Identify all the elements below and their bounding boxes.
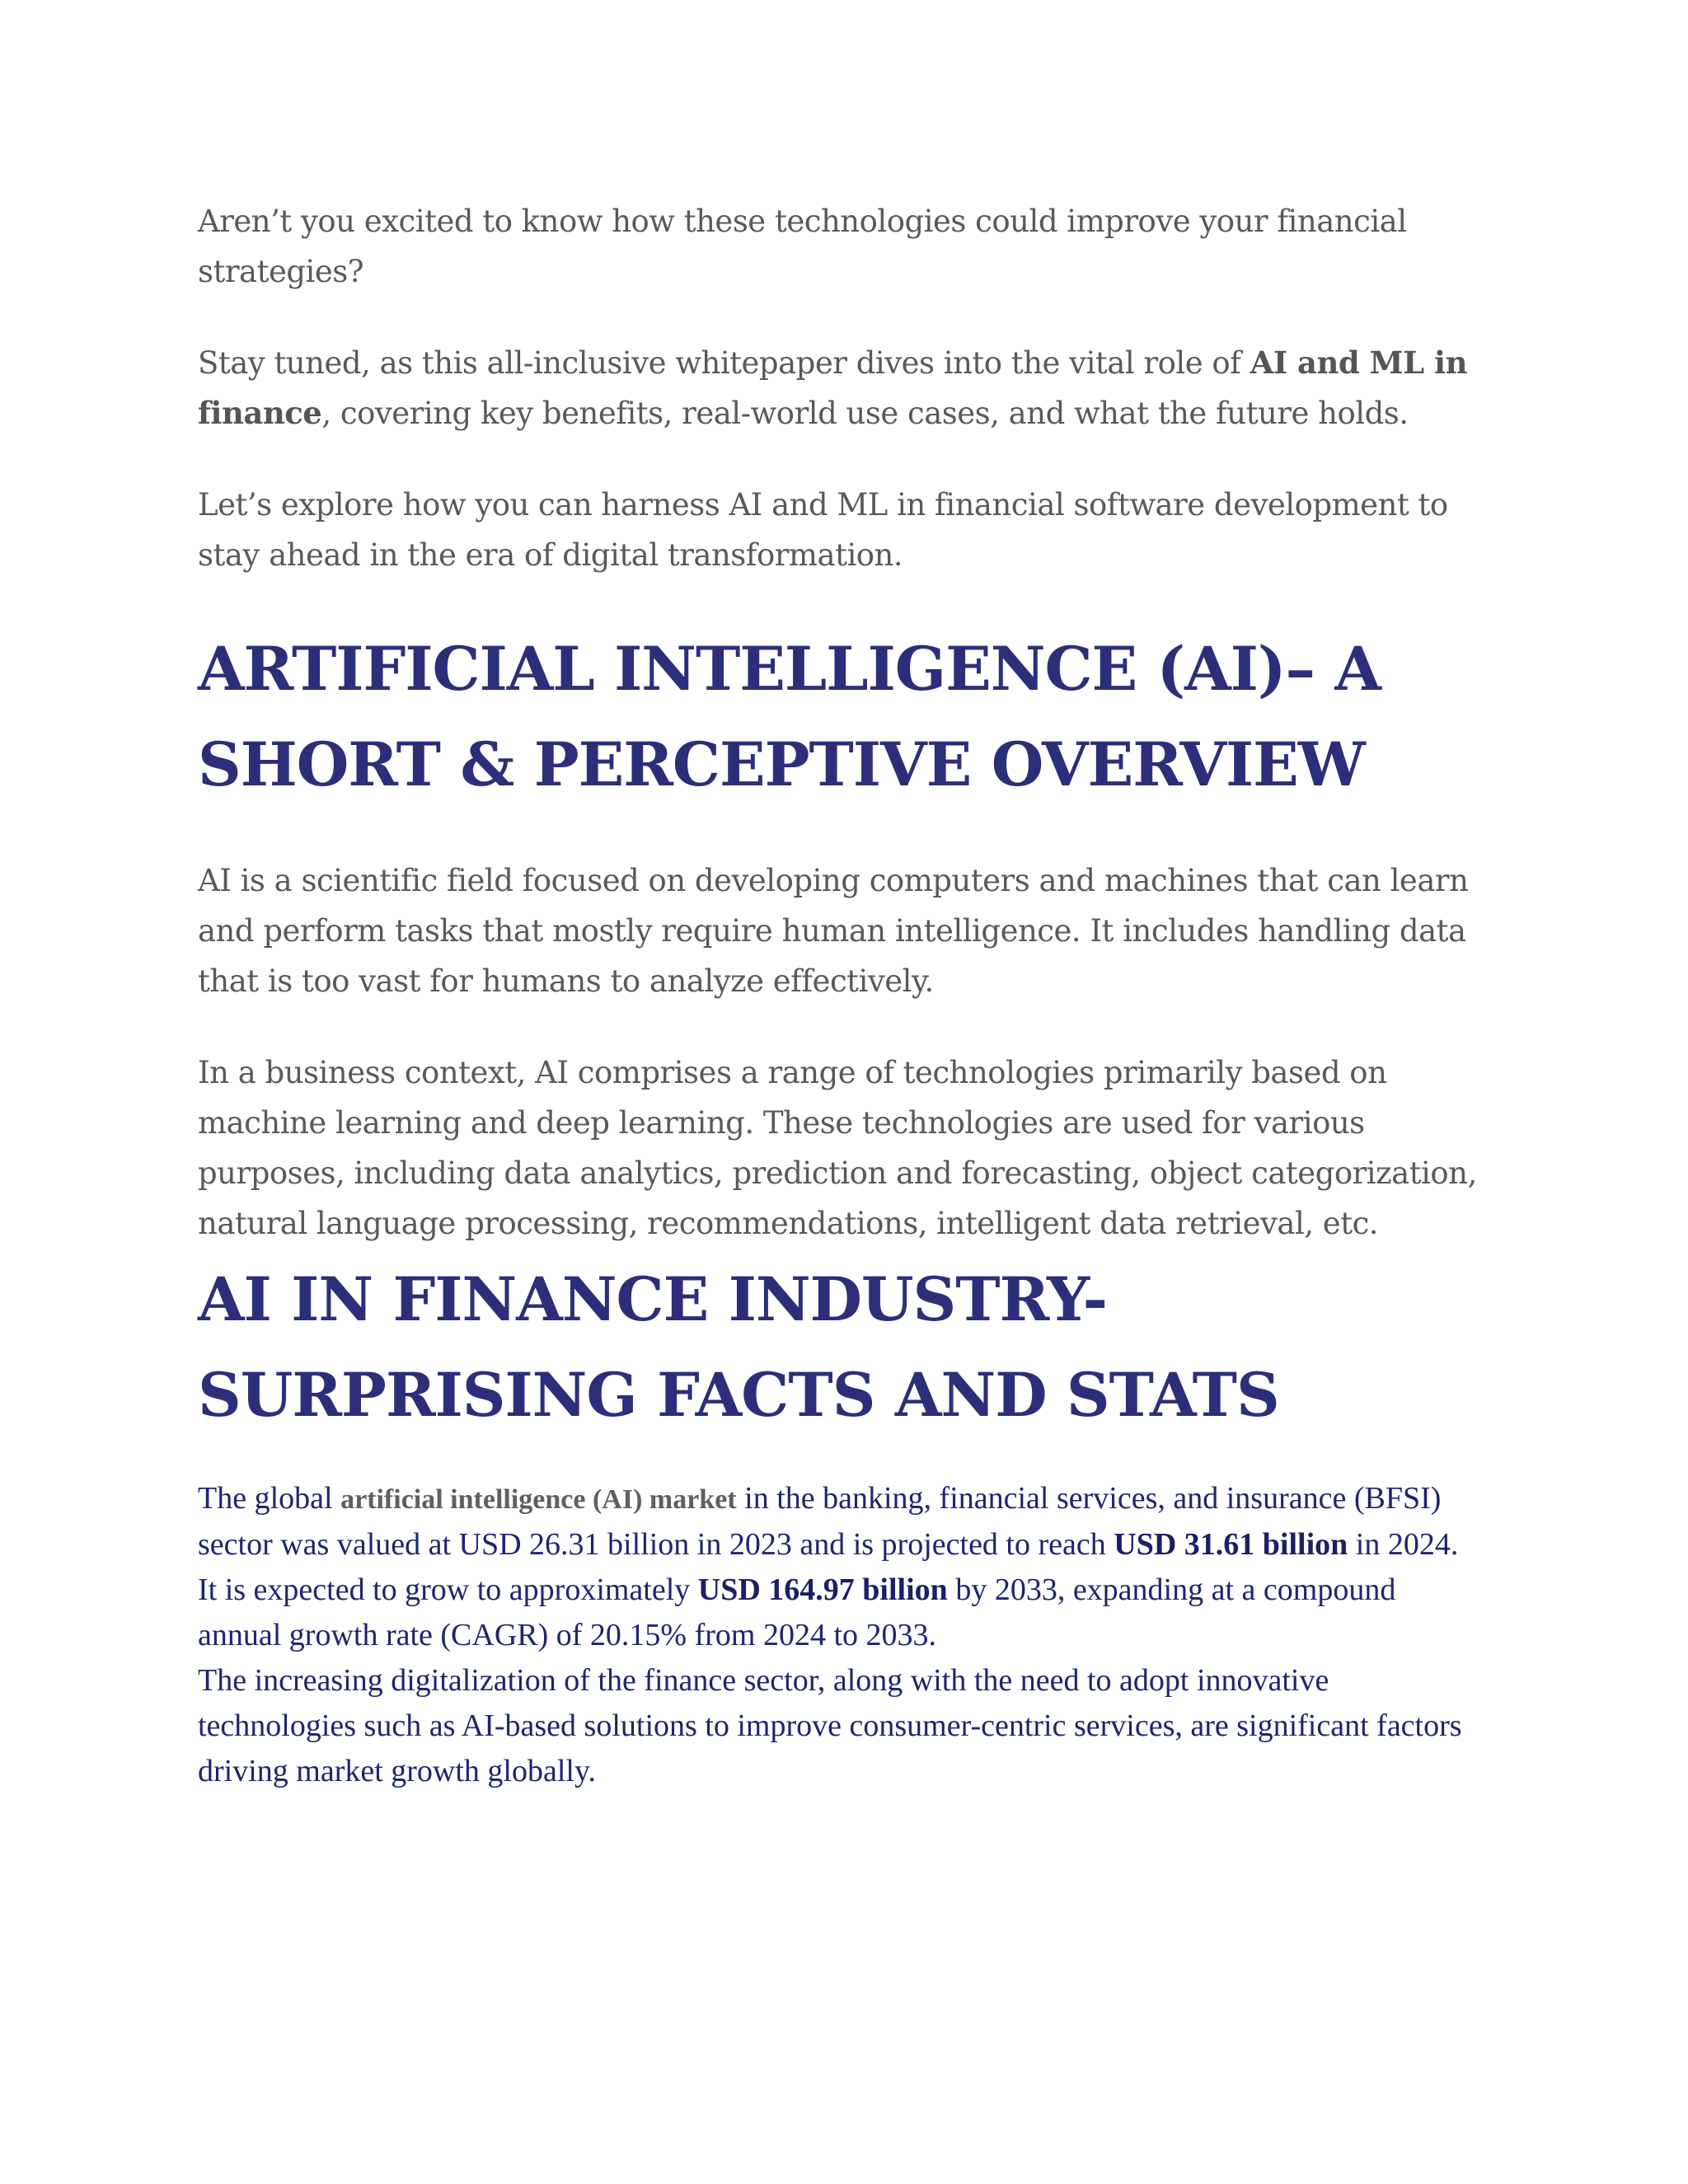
ai-market-term: artificial intelligence (AI) market (340, 1484, 737, 1515)
document-page (198, 196, 1484, 1794)
stats-text-1-mid: in the banking, financial services, and insurance (BFSI) sector was valued at USD 26.31 billion in 2023 and is projected to reach (198, 1481, 1442, 1562)
intro-text-2-end: , covering key benefits, real-world use cases, and what the future holds. (321, 396, 1409, 431)
ai-overview-text-1: AI is a scientific field focused on developing computers and machines that can learn and perform tasks that mostly require human intelligence. It includes handling data that is too vast for humans to analyze effectively. (198, 863, 1469, 999)
intro-text-2-bold: AI and ML in finance (198, 344, 1467, 431)
stats-text-1-start: The global (198, 1481, 341, 1516)
intro-paragraph-2 (198, 338, 1484, 438)
stats-text-2-end: by 2033, expanding at a compound annual growth rate (CAGR) of 20.15% from 2024 to 2033. (198, 1572, 1396, 1652)
intro-text-3: Let’s explore how you can harness AI and ML in financial software development to stay ahead in the era of digital transformation. (198, 487, 1448, 573)
stats-block (198, 1476, 1484, 1794)
ai-overview-text-2: In a business context, AI comprises a range of technologies primarily based on machine learning and deep learning. These technologies are used for various purposes, including data analytics, prediction and forecasting, object categorization, natural language processing, recommendations, intelligent data retrieval, etc. (198, 1055, 1477, 1241)
stats-text-2-start: It is expected to grow to approximately (198, 1572, 698, 1607)
ai-overview-paragraph-2 (198, 1047, 1484, 1249)
section-heading-ai-overview: ARTIFICIAL INTELLIGENCE (AI)– A SHORT & PERCEPTIVE OVERVIEW (198, 634, 1381, 800)
intro-text-1: Aren’t you excited to know how these technologies could improve your financial strategies? (198, 204, 1407, 289)
ai-overview-paragraph-1 (198, 855, 1484, 1006)
stats-text-3: The increasing digitalization of the finance sector, along with the need to adopt innovative technologies such as AI-based solutions to improve consumer-centric services, are significant factors driving market growth globally. (198, 1663, 1462, 1788)
stats-2024-value: USD 31.61 billion (1114, 1527, 1348, 1562)
section-heading-ai-finance-stats: AI IN FINANCE INDUSTRY- SURPRISING FACTS AND STATS (198, 1264, 1279, 1431)
stats-text-1-end: in 2024. (1348, 1527, 1459, 1562)
intro-paragraph-3 (198, 480, 1484, 580)
stats-2033-value: USD 164.97 billion (697, 1572, 948, 1607)
intro-paragraph-1 (198, 196, 1484, 297)
intro-text-2-start: Stay tuned, as this all-inclusive whitepaper dives into the vital role of (198, 345, 1250, 381)
